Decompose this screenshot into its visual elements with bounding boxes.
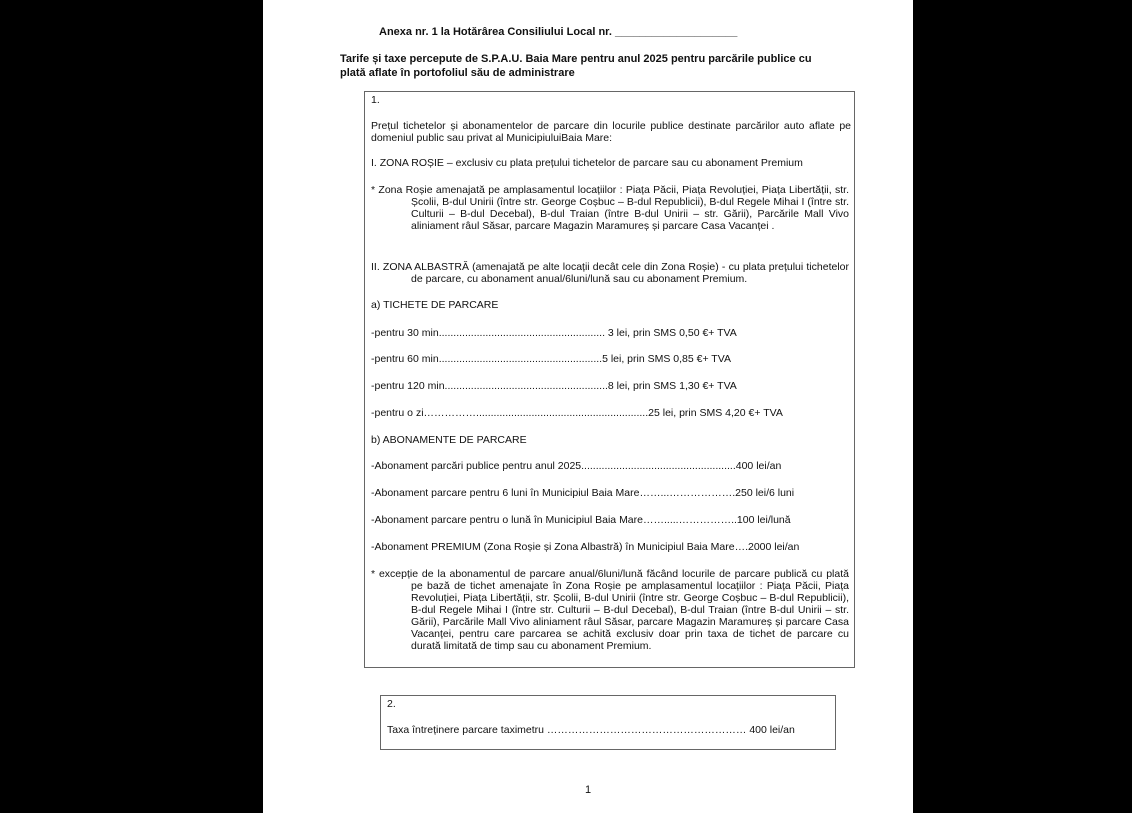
page-number: 1 <box>584 784 592 796</box>
tichete-heading: a) TICHETE DE PARCARE <box>371 299 499 311</box>
section-number: 1. <box>371 94 380 106</box>
abonament-row: -Abonament parcare pentru 6 luni în Municipiul Baia Mare……...……………….250 lei/6 luni <box>371 487 795 499</box>
document-page <box>263 0 913 813</box>
abonament-row: -Abonament PREMIUM (Zona Roșie și Zona Albastră) în Municipiul Baia Mare….2000 lei/an <box>371 541 800 553</box>
exceptie-note: * excepție de la abonamentul de parcare anual/6luni/lună făcând locurile de parcare publică cu plată pe bază de tichet amenajate în Zona Roșie pe amplasamentul locațiilor : Piața Păcii, Piața Revoluției, Piața Libertății, str. Școlii, B-dul Unirii (între str. George Coșbuc – B-dul Republicii), B-dul Regele Mihai I (între str. Culturii – B-dul Decebal), B-dul Traian (între B-dul Unirii – str. Gării), Parcările Mall Vivo aliniament râul Săsar, parcare Magazin Maramureș și parcare Casa Vacanței, pentru care parcarea se achită exclusiv doar prin taxa de tichet de parcare cu durată limitată de timp sau cu abonament Premium. <box>371 568 849 652</box>
zona-rosie-note: * Zona Roșie amenajată pe amplasamentul locațiilor : Piața Păcii, Piața Revoluției, Piața Libertății, str. Școlii, B-dul Unirii (între str. George Coșbuc – B-dul Republicii), B-dul Regele Mihai I (între str. Culturii – B-dul Decebal), B-dul Traian (între B-dul Unirii – str. Gării), Parcările Mall Vivo aliniament râul Săsar, parcare Magazin Maramureș și parcare Casa Vacanței . <box>371 184 849 232</box>
tichet-row: -pentru 60 min........................................................5 lei, prin SMS 0,85 €+ TVA <box>371 353 731 365</box>
abonament-row: -Abonament parcări publice pentru anul 2025.....................................................400 lei/an <box>371 460 782 472</box>
abonamente-heading: b) ABONAMENTE DE PARCARE <box>371 434 527 446</box>
annex-heading: Anexa nr. 1 la Hotărârea Consiliului Local nr. ____________________ <box>379 26 738 38</box>
document-title: Tarife și taxe percepute de S.P.A.U. Baia Mare pentru anul 2025 pentru parcările publice cu plată aflate în portofoliul său de administrare <box>340 53 812 79</box>
taxa-taximetru-row: Taxa întreținere parcare taximetru ………………………………………………… 400 lei/an <box>387 724 795 736</box>
tichet-row: -pentru 120 min........................................................8 lei, prin SMS 1,30 €+ TVA <box>371 380 737 392</box>
section-2-box <box>380 695 836 750</box>
zona-albastra-paragraph: II. ZONA ALBASTRĂ (amenajată pe alte locații decât cele din Zona Roșie) - cu plata prețului tichetelor de parcare, cu abonament anual/6luni/lună sau cu abonament Premium. <box>371 261 849 285</box>
intro-paragraph: Prețul tichetelor și abonamentelor de parcare din locurile publice destinate parcărilor auto aflate pe domeniul public sau privat al MunicipiuluiBaia Mare: <box>371 120 851 144</box>
section-number: 2. <box>387 698 396 710</box>
tichet-row: -pentru 30 min......................................................... 3 lei, prin SMS 0,50 €+ TVA <box>371 327 737 339</box>
abonament-row: -Abonament parcare pentru o lună în Municipiul Baia Mare…….....……………..100 lei/lună <box>371 514 791 526</box>
section-1-box <box>364 91 855 668</box>
tichet-row: -pentru o zi……………...........................................................25 lei, prin SMS 4,20 €+ TVA <box>371 407 783 419</box>
zona-rosie-heading: I. ZONA ROȘIE – exclusiv cu plata prețului tichetelor de parcare sau cu abonament Premium <box>371 157 803 169</box>
